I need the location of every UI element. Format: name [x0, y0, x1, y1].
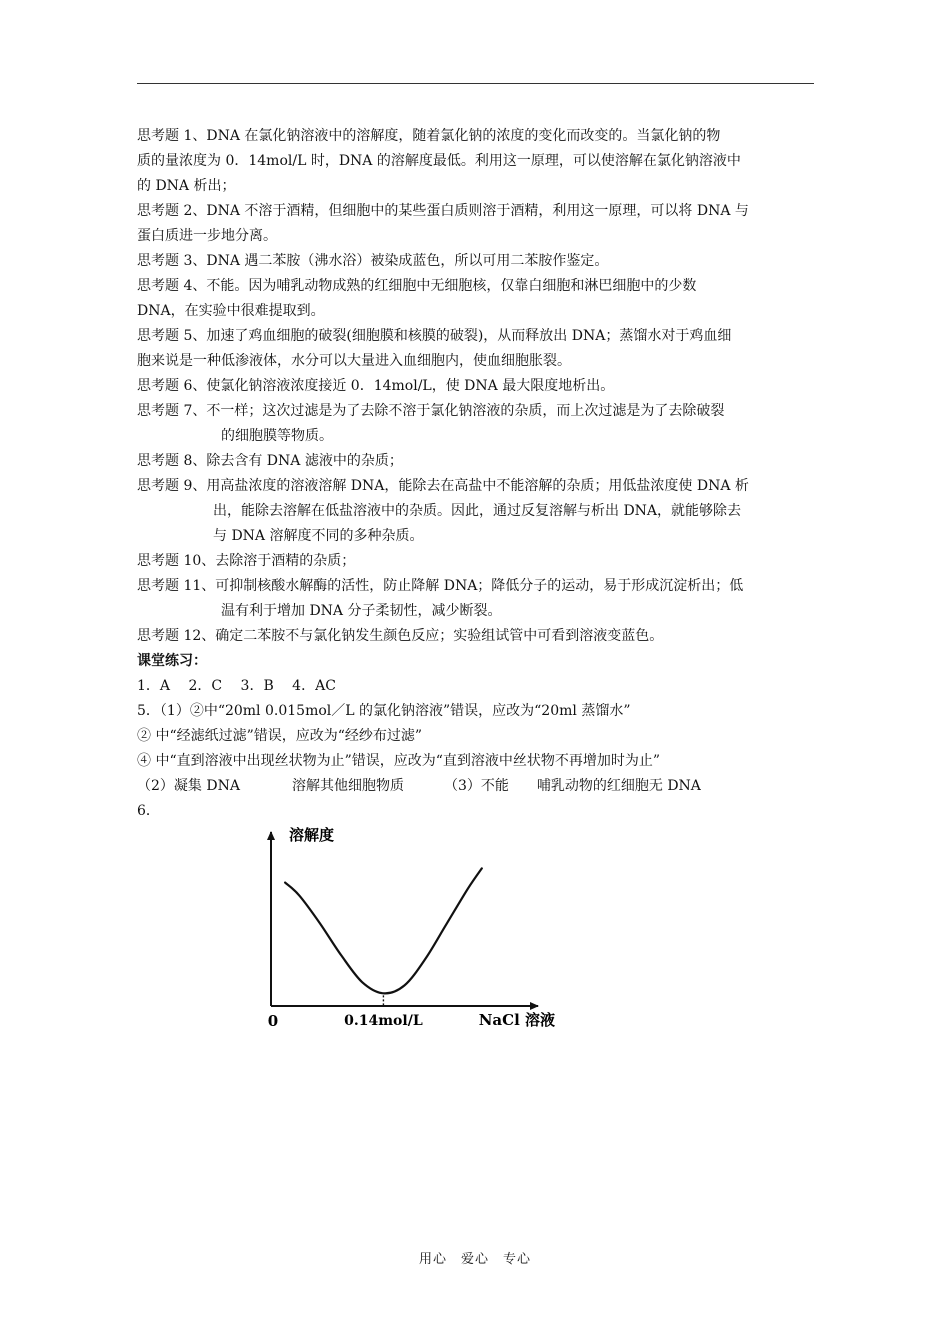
answer-5-line-2: 胞来说是一种低渗液体，水分可以大量进入血细胞内，使血细胞胀裂。: [137, 353, 571, 369]
answer-7-line-2: 的细胞膜等物质。: [221, 428, 333, 444]
answer-1-line-3: 的 DNA 析出；: [137, 178, 236, 194]
answer-4-line-2: DNA，在实验中很难提取到。: [137, 303, 325, 319]
answer-2-line-2: 蛋白质进一步地分离。: [137, 228, 277, 244]
answer-4-line-1: 思考题 4、不能。因为哺乳动物成熟的红细胞中无细胞核，仅靠白细胞和淋巴细胞中的少数: [137, 278, 697, 294]
document-body: [137, 124, 814, 824]
practice-q5-line-2: ② 中“经滤纸过滤”错误，应改为“经纱布过滤”: [137, 728, 423, 744]
answer-9-line-2: 出，能除去溶解在低盐溶液中的杂质。因此，通过反复溶解与析出 DNA，就能够除去: [213, 503, 742, 519]
answer-9-line-3: 与 DNA 溶解度不同的多种杂质。: [213, 528, 424, 544]
answer-2-line-1: 思考题 2、DNA 不溶于酒精，但细胞中的某些蛋白质则溶于酒精，利用这一原理，可以将 DNA 与: [137, 203, 749, 219]
x-axis-label: NaCl 溶液: [478, 1011, 555, 1029]
answer-7-line-1: 思考题 7、不一样；这次过滤是为了去除不溶于氯化钠溶液的杂质，而上次过滤是为了去除破裂: [137, 403, 725, 419]
answer-5-line-1: 思考题 5、加速了鸡血细胞的破裂(细胞膜和核膜的破裂)，从而释放出 DNA；蒸馏水对于鸡血细: [137, 328, 732, 344]
answer-6-line-1: 思考题 6、使氯化钠溶液浓度接近 0．14mol/L，使 DNA 最大限度地析出。: [137, 378, 615, 394]
practice-q5-part-2-3: [137, 774, 814, 799]
answer-12-line-1: 思考题 12、确定二苯胺不与氯化钠发生颜色反应；实验组试管中可看到溶液变蓝色。: [137, 628, 664, 644]
y-axis-label: 溶解度: [289, 826, 335, 844]
answer-3-line-1: 思考题 3、DNA 遇二苯胺（沸水浴）被染成蓝色，所以可用二苯胺作鉴定。: [137, 253, 609, 269]
practice-q6-label: 6．: [137, 803, 160, 819]
minimum-x-label: 0.14mol/L: [344, 1013, 423, 1029]
header-rule: [137, 83, 814, 84]
practice-section: [137, 649, 814, 824]
practice-answers-1-4: 1．A 2．C 3．B 4．AC: [137, 678, 336, 694]
q5-part3-b: 哺乳动物的红细胞无 DNA: [536, 778, 701, 794]
solubility-curve: [285, 868, 482, 993]
answer-1-line-2: 质的量浓度为 0．14mol/L 时，DNA 的溶解度最低。利用这一原理，可以使溶解在氯化钠溶液中: [137, 153, 741, 169]
q5-part2-b: 溶解其他细胞物质: [291, 778, 404, 794]
page-footer: 用心 爱心 专心: [418, 1252, 531, 1267]
answer-9-line-1: 思考题 9、用高盐浓度的溶液溶解 DNA，能除去在高盐中不能溶解的杂质；用低盐浓度使 DNA 析: [137, 478, 749, 494]
answer-11-line-2: 温有利于增加 DNA 分子柔韧性，减少断裂。: [221, 603, 502, 619]
q5-part2-a: （2）凝集 DNA: [137, 778, 240, 794]
answer-11-line-1: 思考题 11、可抑制核酸水解酶的活性，防止降解 DNA；降低分子的运动，易于形成沉淀析出；低: [137, 578, 744, 594]
practice-heading: 课堂练习：: [137, 653, 207, 669]
practice-q5-line-1: 5．（1）②中“20ml 0.015mol／L 的氯化钠溶液”错误，应改为“20ml 蒸馏水”: [137, 703, 631, 719]
q5-part3-a: （3）不能: [443, 778, 509, 794]
answer-10-line-1: 思考题 10、去除溶于酒精的杂质；: [137, 553, 356, 569]
answer-1-line-1: 思考题 1、DNA 在氯化钠溶液中的溶解度，随着氯化钠的浓度的变化而改变的。当氯化钠的物: [137, 128, 721, 144]
answer-list: [137, 124, 814, 649]
solubility-chart: [255, 820, 565, 1035]
answer-8-line-1: 思考题 8、除去含有 DNA 滤液中的杂质；: [137, 453, 403, 469]
origin-label: 0: [267, 1012, 279, 1030]
practice-q5-line-3: ④ 中“直到溶液中出现丝状物为止”错误，应改为“直到溶液中丝状物不再增加时为止”: [137, 753, 661, 769]
